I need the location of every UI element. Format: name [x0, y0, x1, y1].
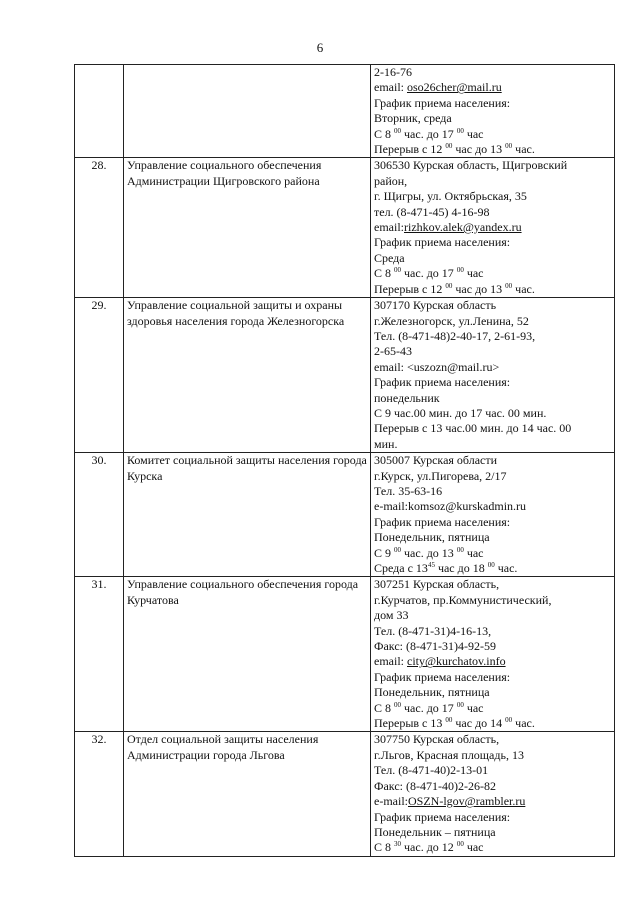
contact-info: [371, 453, 615, 577]
contact-line: г.Льгов, Красная площадь, 13: [374, 747, 524, 762]
contact-info: [371, 158, 615, 298]
organization-name: Управление социальной защиты и охраны здоровья населения города Железногорска: [124, 298, 371, 453]
time-minutes: 30: [394, 840, 402, 849]
contact-line: График приема населения:: [374, 514, 511, 529]
time-minutes: 00: [456, 266, 464, 275]
social-services-table: [74, 64, 615, 857]
contact-line: г. Щигры, ул. Октябрьская, 35: [374, 189, 527, 204]
organization-name: [124, 65, 371, 158]
contact-line: Факс: (8-471-31)4-92-59: [374, 639, 496, 654]
contact-line: 307170 Курская область: [374, 298, 497, 313]
email-line[interactable]: email:rizhkov.alek@yandex.ru: [374, 220, 522, 235]
email-line[interactable]: e-mail:OSZN-lgov@rambler.ru: [374, 794, 526, 809]
contact-line: Тел. (8-471-31)4-16-13,: [374, 623, 492, 638]
contact-line: Понедельник, пятница: [374, 530, 490, 545]
contact-line: 307750 Курская область,: [374, 732, 500, 747]
contact-line: тел. (8-471-45) 4-16-98: [374, 204, 490, 219]
time-minutes: 00: [505, 142, 513, 151]
email-line[interactable]: email: oso26cher@mail.ru: [374, 80, 502, 95]
contact-line: 307251 Курская область,: [374, 577, 500, 592]
contact-line: 305007 Курская области: [374, 453, 498, 468]
time-minutes: 00: [505, 281, 513, 290]
time-minutes: 00: [445, 281, 453, 290]
table-row: [75, 65, 615, 158]
contact-line: мин.: [374, 436, 398, 451]
time-minutes: 00: [505, 716, 513, 725]
contact-line: г.Курск, ул.Пигорева, 2/17: [374, 468, 507, 483]
page-number: 6: [316, 40, 324, 55]
contact-line: С 9 час.00 мин. до 17 час. 00 мин.: [374, 405, 547, 420]
contact-line: понедельник: [374, 390, 440, 405]
contact-line: район,: [374, 173, 408, 188]
contact-line: График приема населения:: [374, 669, 511, 684]
email-link[interactable]: OSZN-lgov@rambler.ru: [407, 794, 526, 809]
time-minutes: 00: [456, 840, 464, 849]
contact-info: [371, 732, 615, 856]
contact-line: Перерыв с 12 $^{00}$ час до 13 $^{00}$ час.: [374, 142, 535, 157]
contact-line: Тел. 35-63-16: [374, 483, 443, 498]
contact-line: С 9 $^{00}$ час. до 13 $^{00}$ час: [374, 545, 484, 560]
contact-info: [371, 298, 615, 453]
organization-name: Отдел социальной защиты населения Администрации города Льгова: [124, 732, 371, 856]
contact-line: Факс: (8-471-40)2-26-82: [374, 778, 496, 793]
row-number: 29.: [75, 298, 124, 453]
contact-line: Среда: [374, 250, 405, 265]
time-minutes: 00: [456, 700, 464, 709]
time-minutes: 00: [394, 126, 402, 135]
contact-line: Среда с $13^{45}$ час до 18 $^{00}$ час.: [374, 561, 518, 575]
contact-line: График приема населения:: [374, 809, 511, 824]
time-minutes: 00: [445, 142, 453, 151]
table-row: [75, 732, 615, 856]
row-number: 28.: [75, 158, 124, 298]
contact-line: дом 33: [374, 608, 409, 623]
contact-line: Вторник, среда: [374, 111, 452, 126]
email-link[interactable]: oso26cher@mail.ru: [407, 80, 502, 95]
table-row: [75, 453, 615, 577]
contact-line: График приема населения:: [374, 95, 511, 110]
row-number: [75, 65, 124, 158]
organization-name: Управление социального обеспечения Администрации Щигровского района: [124, 158, 371, 298]
contact-line: 2-16-76: [374, 65, 412, 79]
contact-line: 306530 Курская область, Щигровский: [374, 158, 568, 173]
time-minutes: 00: [487, 561, 495, 569]
contact-line: e-mail:komsoz@kurskadmin.ru: [374, 499, 527, 514]
time-minutes: 00: [456, 545, 464, 554]
contact-line: Понедельник, пятница: [374, 685, 490, 700]
contact-line: Тел. (8-471-40)2-13-01: [374, 763, 489, 778]
contact-line: График приема населения:: [374, 375, 511, 390]
email-line[interactable]: email: city@kurchatov.info: [374, 654, 506, 669]
contact-line: г.Курчатов, пр.Коммунистический,: [374, 592, 552, 607]
row-number: 30.: [75, 453, 124, 577]
time-minutes: 00: [394, 266, 402, 275]
contact-line: Перерыв с 13 час.00 мин. до 14 час. 00: [374, 421, 572, 436]
contact-line: г.Железногорск, ул.Ленина, 52: [374, 313, 529, 328]
organization-name: Комитет социальной защиты населения города Курска: [124, 453, 371, 577]
table-row: [75, 298, 615, 453]
contact-line: График приема населения:: [374, 235, 511, 250]
organization-name: Управление социального обеспечения города Курчатова: [124, 577, 371, 732]
row-number: 32.: [75, 732, 124, 856]
time-minutes: 45: [427, 561, 435, 569]
email-link[interactable]: rizhkov.alek@yandex.ru: [404, 220, 522, 235]
contact-line: Перерыв с 13 $^{00}$ час до 14 $^{00}$ час.: [374, 716, 535, 731]
time-minutes: 00: [394, 700, 402, 709]
contact-line: Перерыв с 12 $^{00}$ час до 13 $^{00}$ час.: [374, 281, 535, 296]
contact-line: С 8 $^{00}$ час. до 17 $^{00}$ час: [374, 700, 484, 715]
email-link[interactable]: city@kurchatov.info: [407, 654, 506, 669]
table-row: [75, 158, 615, 298]
contact-line: С 8 $^{00}$ час. до 17 $^{00}$ час: [374, 266, 484, 281]
contact-line: 2-65-43: [374, 344, 412, 359]
contact-line: Тел. (8-471-48)2-40-17, 2-61-93,: [374, 328, 536, 343]
contact-line: Понедельник – пятница: [374, 824, 496, 839]
time-minutes: 00: [394, 545, 402, 554]
contact-line: email: <uszozn@mail.ru>: [374, 359, 500, 374]
contact-line: С 8 $^{30}$ час. до 12 $^{00}$ час: [374, 840, 484, 855]
contact-info: [371, 65, 615, 158]
contact-line: С 8 $^{00}$ час. до 17 $^{00}$ час: [374, 126, 484, 141]
time-minutes: 00: [456, 126, 464, 135]
contact-info: [371, 577, 615, 732]
table-row: [75, 577, 615, 732]
time-minutes: 00: [445, 716, 453, 725]
row-number: 31.: [75, 577, 124, 732]
